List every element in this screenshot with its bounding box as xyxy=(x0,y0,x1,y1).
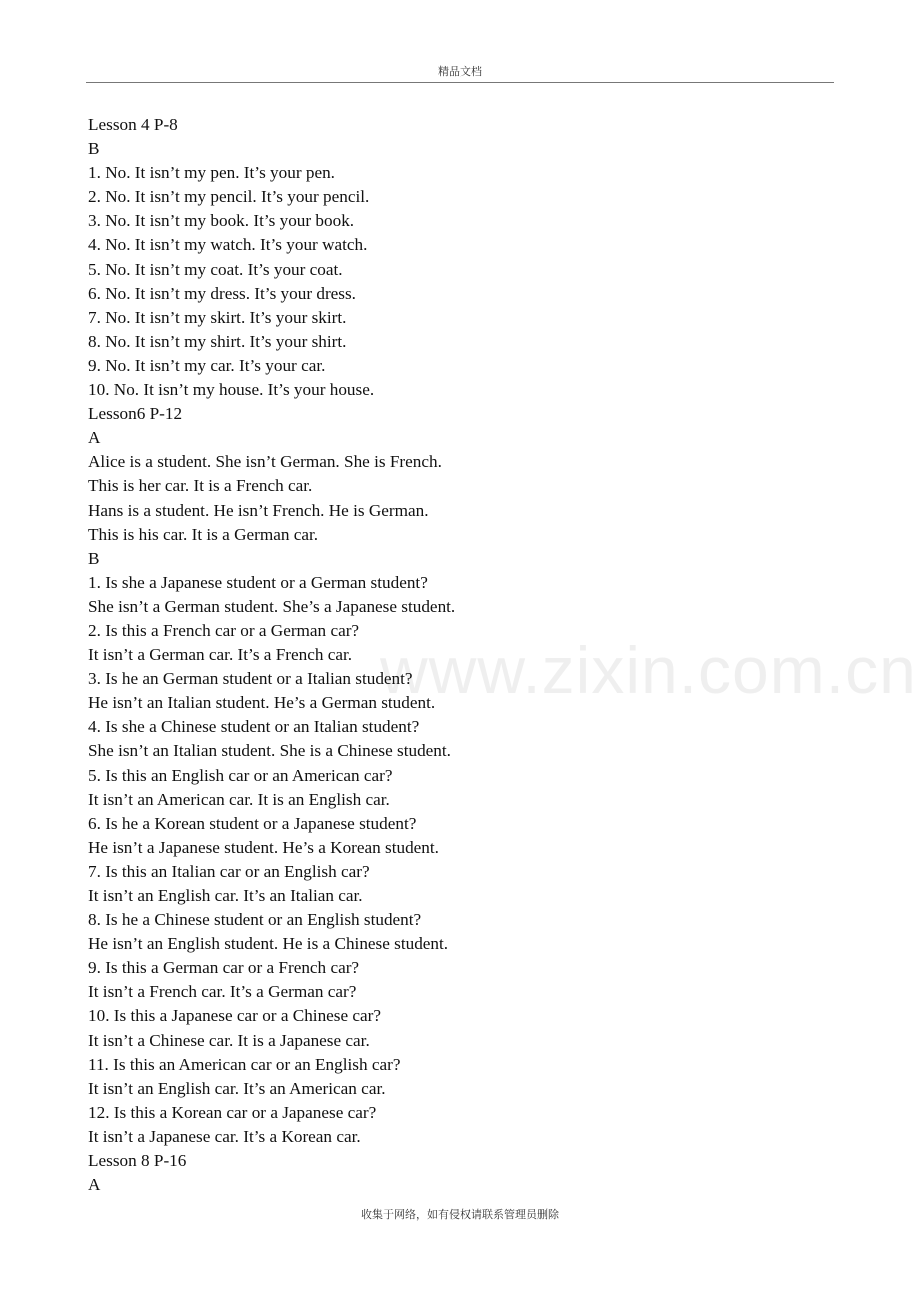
text-line: 1. Is she a Japanese student or a German student? xyxy=(88,572,428,592)
text-line: He isn’t an English student. He is a Chinese student. xyxy=(88,934,449,954)
text-line: 10. Is this a Japanese car or a Chinese car? xyxy=(88,1006,382,1026)
text-line: Lesson 4 P-8 xyxy=(88,115,178,134)
text-line: 3. Is he an German student or a Italian student? xyxy=(88,669,413,689)
text-line: 3. No. It isn’t my book. It’s your book. xyxy=(88,211,355,231)
text-line: Hans is a student. He isn’t French. He is German. xyxy=(88,500,429,520)
text-line: 12. Is this a Korean car or a Japanese car? xyxy=(88,1102,377,1122)
page-footer: 收集于网络，如有侵权请联系管理员删除 xyxy=(361,1208,559,1221)
text-line: It isn’t a French car. It’s a German car? xyxy=(88,982,357,1002)
text-line: 9. Is this a German car or a French car? xyxy=(88,958,360,978)
text-line: 4. Is she a Chinese student or an Italian student? xyxy=(88,717,420,737)
text-line: 8. Is he a Chinese student or an English student? xyxy=(88,910,422,930)
text-line: 9. No. It isn’t my car. It’s your car. xyxy=(88,355,326,375)
text-line: 5. No. It isn’t my coat. It’s your coat. xyxy=(88,259,343,279)
text-line: B xyxy=(88,139,100,159)
text-line: 1. No. It isn’t my pen. It’s your pen. xyxy=(88,163,335,183)
text-line: 2. Is this a French car or a German car? xyxy=(88,620,360,640)
text-line: Lesson6 P-12 xyxy=(88,404,183,424)
text-line: He isn’t a Japanese student. He’s a Korean student. xyxy=(88,837,439,857)
text-line: Lesson 8 P-16 xyxy=(88,1151,187,1171)
text-line: Alice is a student. She isn’t German. She is French. xyxy=(88,452,442,472)
text-line: 11. Is this an American car or an English car? xyxy=(88,1054,401,1074)
text-line: He isn’t an Italian student. He’s a German student. xyxy=(88,693,436,713)
text-line: A xyxy=(88,1175,101,1195)
text-line: It isn’t a Chinese car. It is a Japanese car. xyxy=(88,1030,370,1050)
text-line: A xyxy=(88,428,101,448)
text-line: It isn’t an English car. It’s an American car. xyxy=(88,1078,386,1098)
text-line: This is her car. It is a French car. xyxy=(88,476,313,496)
watermark: www.zixin.com.cn xyxy=(380,633,917,707)
text-line: B xyxy=(88,548,100,568)
document-body xyxy=(88,113,828,1197)
page-header: 精品文档 xyxy=(86,62,834,83)
text-line: 2. No. It isn’t my pencil. It’s your pencil. xyxy=(88,187,370,207)
text-line: 4. No. It isn’t my watch. It’s your watch. xyxy=(88,235,368,255)
text-line: 10. No. It isn’t my house. It’s your house. xyxy=(88,380,375,400)
text-line: It isn’t a Japanese car. It’s a Korean car. xyxy=(88,1126,361,1146)
text-line: It isn’t a German car. It’s a French car. xyxy=(88,645,353,665)
text-line: It isn’t an English car. It’s an Italian car. xyxy=(88,886,363,905)
text-line: She isn’t an Italian student. She is a Chinese student. xyxy=(88,741,451,761)
text-line: 6. No. It isn’t my dress. It’s your dress. xyxy=(88,283,356,303)
text-line: 8. No. It isn’t my shirt. It’s your shirt. xyxy=(88,331,347,351)
text-line: 7. No. It isn’t my skirt. It’s your skirt. xyxy=(88,307,347,327)
text-line: It isn’t an American car. It is an English car. xyxy=(88,789,390,809)
text-line: 6. Is he a Korean student or a Japanese student? xyxy=(88,813,417,833)
text-line: She isn’t a German student. She’s a Japanese student. xyxy=(88,596,456,616)
text-line: 5. Is this an English car or an American car? xyxy=(88,765,393,785)
text-line: This is his car. It is a German car. xyxy=(88,524,319,544)
text-line: 7. Is this an Italian car or an English car? xyxy=(88,861,370,881)
